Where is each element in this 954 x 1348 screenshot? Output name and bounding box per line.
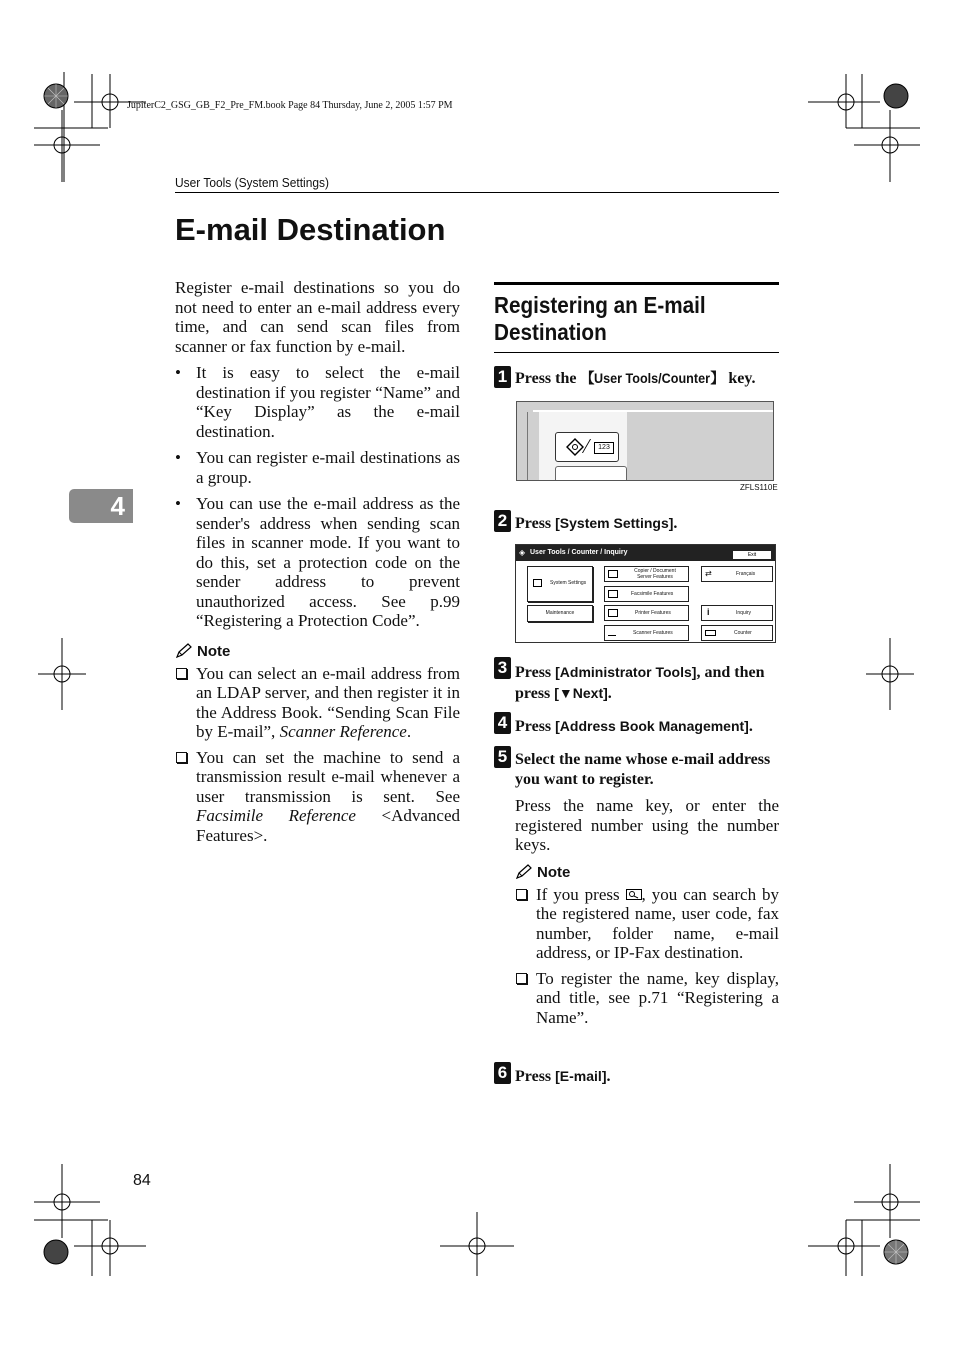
note-text: To register the name, key display, and title, see p.71 “Registering a Name”. [536,968,779,1027]
step-number: 1 [494,366,511,388]
chapter-tab [69,489,133,523]
section-title-line2: Destination [494,319,607,345]
facsimile-features-button[interactable] [604,586,689,602]
info-icon: i [707,607,710,617]
bullet-text: You can register e-mail destinations as a group. [196,448,460,487]
copier-icon [608,570,618,578]
step-number: 2 [494,510,511,532]
pencil-icon [175,643,193,659]
step-4 [494,712,779,737]
bullet-mark: • [175,363,181,382]
step-text: Press the [515,370,581,387]
button-label: Facsimile Features [631,591,674,597]
exit-label: Exit [747,552,757,558]
fax-icon [608,590,618,598]
checkbox-bullet-icon [176,668,187,679]
step-number: 3 [494,657,511,679]
note-text: If you press [536,884,626,904]
step-6 [494,1062,779,1087]
button-label: Scanner Features [633,630,673,636]
diamond-icon: ◈ [519,548,526,557]
note-reference: Scanner Reference [279,722,407,741]
step-1 [494,366,779,389]
note-reference: Facsimile Reference [196,806,356,825]
control-panel-figure [516,401,774,481]
note-item [175,664,460,742]
exit-button[interactable] [733,551,771,559]
maintenance-button[interactable] [527,605,593,622]
note-heading [175,643,460,660]
user-tools-key [555,432,619,462]
list-item [175,363,460,441]
checkbox-bullet-icon [516,973,527,984]
section-title-line1: Registering an E-mail [494,292,706,318]
counter-button[interactable] [701,625,773,641]
step-text: Press [515,718,556,735]
printer-features-button[interactable] [604,605,689,621]
step-text: Press [515,515,556,532]
note-label: Note [537,863,571,881]
key-name: [Administrator Tools] [555,664,697,680]
page-title: E-mail Destination [175,212,446,247]
page-number: 84 [133,1172,151,1189]
step-2 [494,510,779,534]
scanner-features-button[interactable] [604,625,689,641]
list-item [175,494,460,631]
scanner-icon [608,631,616,636]
button-label: Français [736,571,756,577]
checkbox-bullet-icon [516,889,527,900]
note-text-end: . [406,722,412,741]
key-name: [▼Next] [554,685,608,701]
step-text-mid: , and then press [515,664,765,702]
user-tools-screen [515,544,776,643]
bullet-mark: • [175,448,181,467]
note-item [515,885,779,963]
pencil-icon [515,864,533,880]
step-number: 4 [494,712,511,734]
bullet-text: You can use the e-mail address as the sender's address when sending scan files in scanner mode. If you want to do this, set a protection code on the sender address to prevent unauthorized access. See p.99 “Registering a Protection Code”. [196,494,460,630]
chapter-number: 4 [110,491,125,521]
step-text-end: key. [724,370,756,387]
button-label: Copier / Document Server Features [634,568,676,580]
note-item [515,969,779,1028]
note-label: Note [197,642,231,660]
header-rule [175,192,779,193]
step-body: Press the name key, or enter the registered number using the number keys. [515,796,779,854]
button-label: System Settings [550,580,587,586]
step-3 [494,657,779,704]
step-text: Press [515,664,556,681]
step-text-end: . [673,515,678,532]
section-title [494,292,706,346]
button-label: Counter [734,630,752,636]
section-rule-top [494,282,779,285]
step-number: 5 [494,746,511,768]
inquiry-button[interactable] [701,605,773,621]
running-header: User Tools (System Settings) [175,175,329,190]
note-text-end: <Advanced Features>. [196,806,460,845]
section-rule-bottom [494,352,779,353]
print-header: JupiterC2_GSG_GB_F2_Pre_FM.book Page 84 Thursday, June 2, 2005 1:57 PM [127,100,453,111]
counter-icon-label: 123 [594,442,614,454]
intro-paragraph: Register e-mail destinations so you do not need to enter an e-mail address every time, and can send scan files from scanner or fax function by e-mail. [175,278,460,356]
step-text: Select the name whose e-mail address you want to register. [515,751,771,788]
screen-title-bar [516,545,775,561]
step-text: Press [515,1068,556,1085]
system-settings-button[interactable] [527,566,593,602]
printer-icon [608,609,618,617]
bracket-close: 】 [710,370,725,386]
bracket-open: 【 [580,370,595,386]
key-name: [Address Book Management] [555,718,749,734]
note-text: You can set the machine to send a transmission result e-mail whenever a user transmission is sent. See [196,747,460,806]
search-destination-key-icon [626,889,642,900]
left-column [175,278,460,851]
key-name: User Tools/Counter [594,370,711,386]
note-item [175,748,460,846]
note-text: You can select an e-mail address from an LDAP server, and then register it in the Address Book. “Sending Scan File by E-mail”, [196,663,460,741]
system-settings-icon [533,579,542,587]
key-name: [System Settings] [555,515,674,531]
button-label: Inquiry [736,610,752,616]
note-heading [515,864,779,881]
copier-features-button[interactable] [604,566,689,582]
language-icon: ⇄ [705,569,712,578]
bullet-mark: • [175,494,181,513]
language-button[interactable] [701,566,773,582]
bullet-text: It is easy to select the e-mail destination if you register “Name” and “Key Display” as the e-mail destination. [196,363,460,441]
user-tools-icon [565,437,585,457]
step-text-end: . [606,1068,611,1085]
list-item [175,448,460,487]
figure-caption: ZFLS110E [740,483,778,492]
counter-icon [705,630,716,636]
key-name: [E-mail] [555,1068,607,1084]
step-text-end: . [607,685,612,702]
button-label: Maintenance [545,610,575,616]
step-5 [494,746,779,1033]
note-text-end: , you can search by the registered name, user code, fax number, folder name, e-mail address, or IP-Fax destination. [536,884,779,962]
step-text-end: . [748,718,753,735]
button-label: Printer Features [635,610,671,616]
checkbox-bullet-icon [176,752,187,763]
screen-title: User Tools / Counter / Inquiry [530,549,628,556]
step-number: 6 [494,1062,511,1084]
